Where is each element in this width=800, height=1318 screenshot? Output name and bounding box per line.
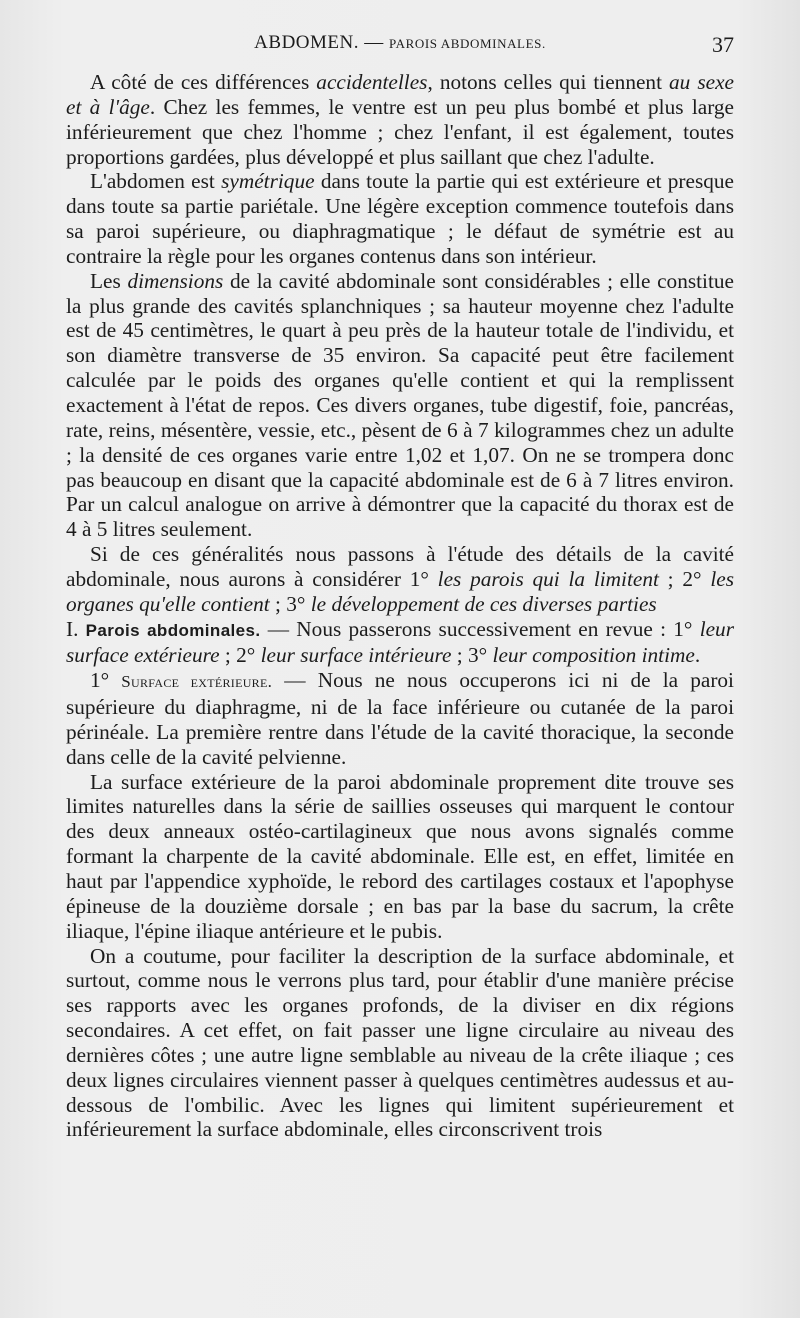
paragraph-3: Les dimensions de la cavité abdominale sont considérables ; elle constitue la plus grande des cavités splanchniques ; sa hauteur moyenne chez l'adulte est de 45 centimètres, le quart à peu près de la hauteur totale de l'individu, et son diamètre transverse de 35 environ. Sa capacité peut être facilement calculée par le poids des organes qu'elle contient et qui la remplissent exactement à l'état de repos. Ces divers organes, tube digestif, foie, pancréas, rate, reins, mésentère, vessie, etc., pèsent de 6 à 7 kilogrammes chez un adulte ; la densité de ces organes varie entre 1,02 et 1,07. On ne se trompera donc pas beaucoup en disant que la capacité abdominale est de 6 à 7 litres environ. Par un calcul analogue on arrive à démontrer que la capacité du thorax est de 4 à 5 litres seulement. — [66, 268, 734, 542]
section-title: Parois abdominales. — [85, 620, 261, 640]
paragraph-7: La surface extérieure de la paroi abdominale proprement dite trouve ses limites naturelles dans la série de saillies osseuses qui marquent le contour des deux anneaux ostéo-cartilagineux que nous avons signalés comme formant la charpente de la cavité abdominale. Elle est, en effet, limitée en haut par l'appendice xyphoïde, le rebord des cartilages costaux et l'apophyse épineuse de la douzième dorsale ; en bas par la base du sacrum, la crête iliaque, l'épine iliaque antérieure et le pubis. — [66, 769, 734, 943]
paragraph-surface-exterieure: 1° Surface extérieure. — Nous ne nous occuperons ici ni de la paroi supérieure du diaphragme, ni de la face inférieure ou cutanée de la paroi périnéale. La première rentre dans l'étude de la cavité thoracique, la seconde dans celle de la cavité pelvienne. — [66, 668, 734, 769]
header-title: ABDOMEN. — PAROIS ABDOMINALES. — [254, 32, 546, 53]
running-header — [66, 32, 734, 60]
header-subtitle: PAROIS ABDOMINALES. — [388, 36, 546, 51]
subsection-title: Surface extérieure. — [121, 672, 273, 692]
paragraph-8: On a coutume, pour faciliter la description de la surface abdominale, et surtout, comme nous le verrons plus tard, pour établir d'une manière précise ses rapports avec les organes profonds, de la diviser en dix régions secondaires. A cet effet, on fait passer une ligne circulaire au niveau des dernières côtes ; une autre ligne semblable au niveau de la crête iliaque ; ces deux lignes circulaires viennent passer à quelques centimètres audessus et au-dessous de l'ombilic. Avec les lignes qui limitent supérieurement et inférieurement la surface abdominale, elles circonscrivent trois — [66, 943, 734, 1142]
paragraph-4: Si de ces généralités nous passons à l'étude des détails de la cavité abdominale, nous aurons à considérer 1° les parois qui la limitent ; 2° les organes qu'elle contient ; 3° le développement de ces diverses parties — [66, 542, 734, 616]
paragraph-2: L'abdomen est symétrique dans toute la partie qui est extérieure et presque dans toute sa partie pariétale. Une légère exception commence toutefois dans sa paroi supérieure, ou diaphragmatique ; le défaut de symétrie est au contraire la règle pour les organes contenus dans son intérieur. — [66, 169, 735, 268]
paragraph-1: A côté de ces différences accidentelles, notons celles qui tiennent au sexe et à l'âge. Chez les femmes, le ventre est un peu plus bombé et plus large inférieurement que chez l'homme ; chez l'enfant, il est également, toutes proportions gardées, plus développé et plus saillant que chez l'adulte. — [66, 70, 734, 169]
page-body — [66, 70, 734, 1142]
section-heading-parois: I. Parois abdominales. — Nous passerons successivement en revue : 1° leur surface extérieure ; 2° leur surface intérieure ; 3° leur composition intime. — [66, 616, 734, 668]
page-number: 37 — [712, 32, 734, 57]
